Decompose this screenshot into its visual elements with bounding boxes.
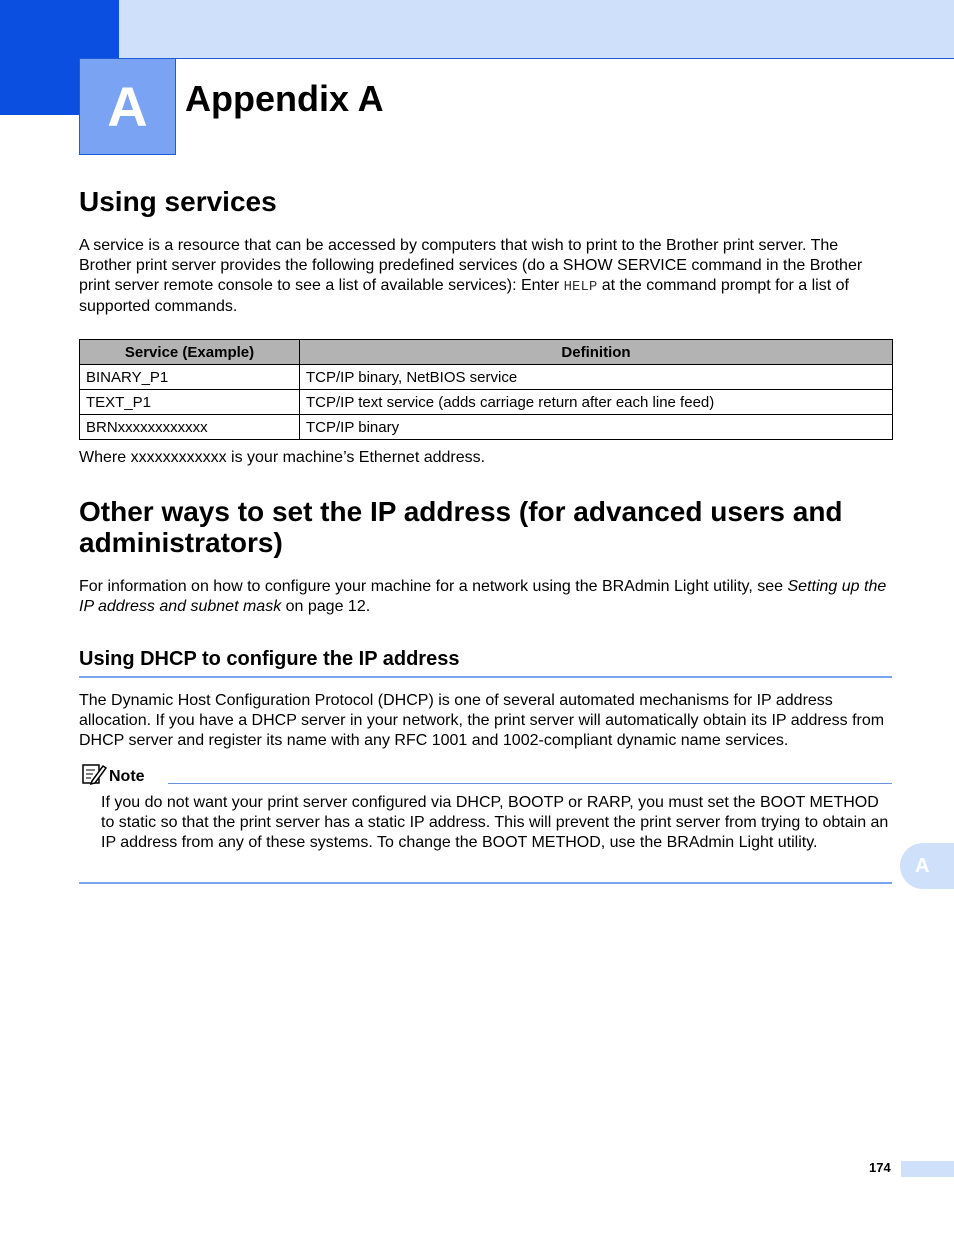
note-text: If you do not want your print server configured via DHCP, BOOTP or RARP, you must set the BOOT METHOD to static so that the print server has a static IP address. This will prevent the print server from trying to obtain an IP address from any of these systems. To change the BOOT METHOD, use the BRAdmin Light utility.: [101, 794, 889, 851]
note-header: [81, 762, 145, 791]
chapter-letter-box: A: [79, 58, 176, 155]
chapter-title: Appendix A: [185, 78, 384, 119]
table-cell-definition: TCP/IP binary, NetBIOS service: [300, 365, 893, 390]
table-row: [80, 415, 893, 440]
table-cell-definition: TCP/IP binary: [300, 415, 893, 440]
table-header-row: [80, 340, 893, 365]
table-row: [80, 390, 893, 415]
table-cell-service: BINARY_P1: [80, 365, 300, 390]
table-header-definition: Definition: [300, 340, 893, 365]
cross-reference-link[interactable]: Setting up the IP address and subnet mask: [79, 578, 887, 615]
table-cell-definition: TCP/IP text service (adds carriage return after each line feed): [300, 390, 893, 415]
help-command-code: HELP: [563, 279, 598, 295]
section-heading-using-services: Using services: [79, 186, 277, 217]
note-pencil-icon: [81, 762, 107, 791]
ethernet-address-footnote: Where xxxxxxxxxxxx is your machine’s Ethernet address.: [79, 449, 486, 466]
table-header-service: Service (Example): [80, 340, 300, 365]
page-number: 174: [869, 1160, 891, 1175]
bradmin-text-end: on page 12.: [281, 598, 371, 615]
section-heading-other-ways: Other ways to set the IP address (for advanced users and administrators): [79, 496, 843, 558]
table-row: [80, 365, 893, 390]
page-number-bar: [901, 1161, 954, 1177]
bradmin-paragraph: [79, 577, 891, 617]
header-band: [0, 0, 954, 59]
bradmin-text: For information on how to configure your machine for a network using the BRAdmin Light utility, see: [79, 578, 788, 595]
appendix-side-tab: A: [900, 843, 954, 889]
services-intro-text: A service is a resource that can be accessed by computers that wish to print to the Brother print server. The Brother print server provides the following predefined services (do a SHOW SERVICE command in the Brother print server remote console to see a list of available services): Enter: [79, 237, 863, 294]
services-table: [79, 339, 893, 440]
note-divider: [168, 783, 892, 784]
services-intro-text-end: at the command prompt for a list of supported commands.: [79, 277, 849, 315]
services-intro-paragraph: [79, 236, 891, 317]
table-cell-service: BRNxxxxxxxxxxxx: [80, 415, 300, 440]
subsection-divider: [79, 676, 892, 678]
table-cell-service: TEXT_P1: [80, 390, 300, 415]
subsection-heading-dhcp: Using DHCP to configure the IP address: [79, 648, 460, 670]
note-bottom-divider: [79, 882, 892, 884]
dhcp-paragraph: The Dynamic Host Configuration Protocol (DHCP) is one of several automated mechanisms for IP address allocation. If you have a DHCP server in your network, the print server will automatically obtain its IP address from DHCP server and register its name with any RFC 1001 and 1002-compliant dynamic name services.: [79, 692, 885, 749]
note-label: Note: [109, 767, 145, 785]
